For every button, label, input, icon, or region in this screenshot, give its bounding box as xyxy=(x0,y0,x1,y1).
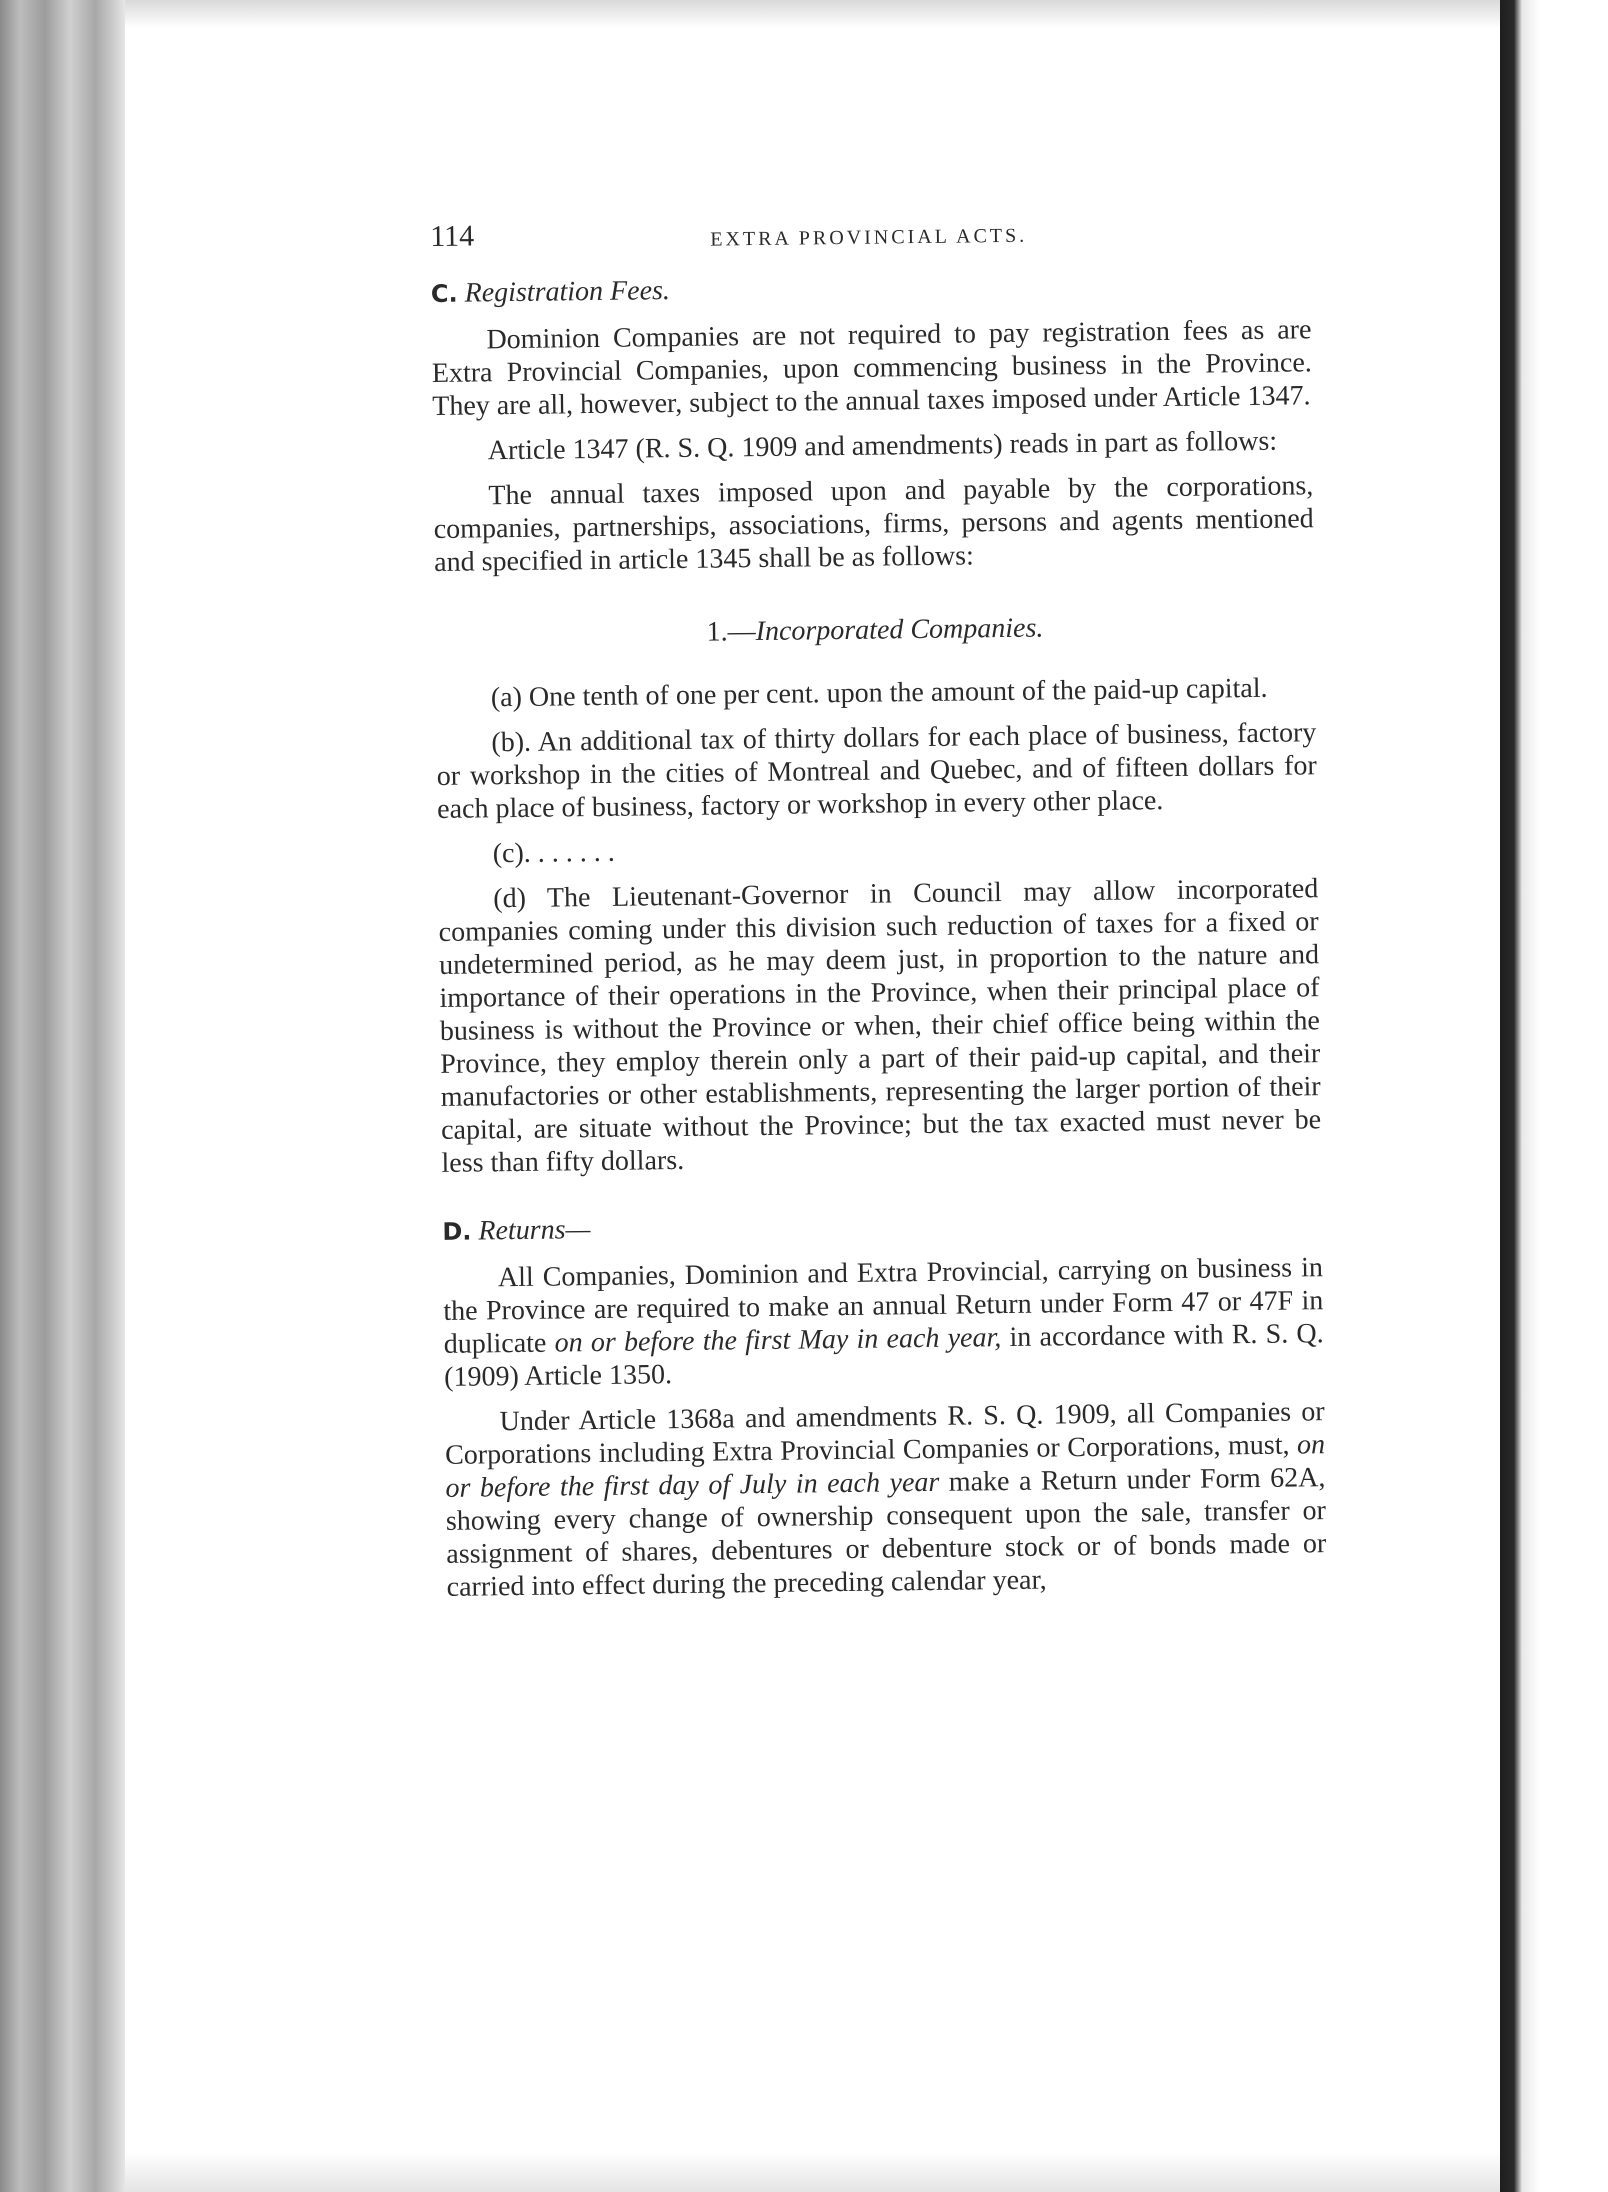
section-c-letter: C. xyxy=(430,279,458,308)
section-d-p1-italic: on or before the first May in each year, xyxy=(554,1322,1002,1359)
book-page-edges xyxy=(0,0,125,2192)
section-d-paragraph-1 xyxy=(443,1251,1325,1394)
page-top-shadow xyxy=(125,0,1505,28)
section-d-paragraph-2 xyxy=(444,1395,1326,1604)
item-b: (b). An additional tax of thirty dollars for each place of business, factory or workshop in the cities of Montreal and Quebec, and of fifteen dollars for each place of business, factory or workshop in every other place. xyxy=(436,717,1317,825)
subheading-title: Incorporated Companies. xyxy=(755,612,1044,648)
section-d-p1-end: in accordance with R. S. Q. (1909) Article 1350. xyxy=(443,1318,1324,1393)
section-c-paragraph-3: The annual taxes imposed upon and payable by the corporations, companies, partnerships, associations, firms, persons and agents mentioned and specified in article 1345 shall be as follows: xyxy=(433,470,1314,578)
section-d-title: Returns— xyxy=(478,1214,591,1247)
section-c-paragraph-2: Article 1347 (R. S. Q. 1909 and amendments) reads in part as follows: xyxy=(487,425,1278,467)
section-c-title: Registration Fees. xyxy=(464,275,671,309)
page-number: 114 xyxy=(430,219,475,253)
page-header xyxy=(430,209,1311,270)
subheading-incorporated-companies xyxy=(435,608,1315,652)
subheading-number: 1.— xyxy=(706,616,756,648)
page-bottom-shadow xyxy=(125,2152,1505,2192)
item-c: (c). . . . . . . xyxy=(492,836,616,870)
section-d-letter: D. xyxy=(442,1217,472,1246)
section-c-heading xyxy=(431,267,1311,310)
item-a: (a) One tenth of one per cent. upon the amount of the paid-up capital. xyxy=(490,672,1268,714)
section-d-p1-text: All Companies, Dominion and Extra Provincial, carrying on business in the Province are required to make an annual Return under Form 47 or 47F in duplicate xyxy=(443,1252,1324,1360)
section-d-p2-italic: on or before the first day of July in each year xyxy=(445,1429,1326,1504)
section-d-heading xyxy=(442,1205,1322,1248)
running-head: EXTRA PROVINCIAL ACTS. xyxy=(710,224,1028,251)
item-d: (d) The Lieutenant-Governor in Council may allow incorporated companies coming under this division such reduction of taxes for a fixed or undetermined period, as he may deem just, in proportion to the nature and importance of their operations in the Province, when their principal place of business is without the Province or when, their chief office being within the Province, they employ therein only a part of their paid-up capital, and their manufactories or other establishments, representing the larger portion of their capital, are situate without the Province; but the tax exacted must never be less than fifty dollars. xyxy=(438,873,1322,1179)
page-text xyxy=(430,209,1327,1616)
book-gutter xyxy=(1500,0,1608,2192)
section-d-p2-text: Under Article 1368a and amendments R. S. Q. 1909, all Companies or Corporations including Extra Provincial Companies or Corporations, must, xyxy=(444,1396,1325,1471)
section-c-paragraph-1: Dominion Companies are not required to pay registration fees as are Extra Provincial Companies, upon commencing business in the Province. They are all, however, subject to the annual taxes imposed under Article 1347. xyxy=(431,314,1312,422)
section-d-p2-end: make a Return under Form 62A, showing every change of ownership consequent upon the sale, transfer or assignment of shares, debentures or debenture stock or of bonds made or carried into effect during the preceding calendar year, xyxy=(445,1462,1327,1603)
